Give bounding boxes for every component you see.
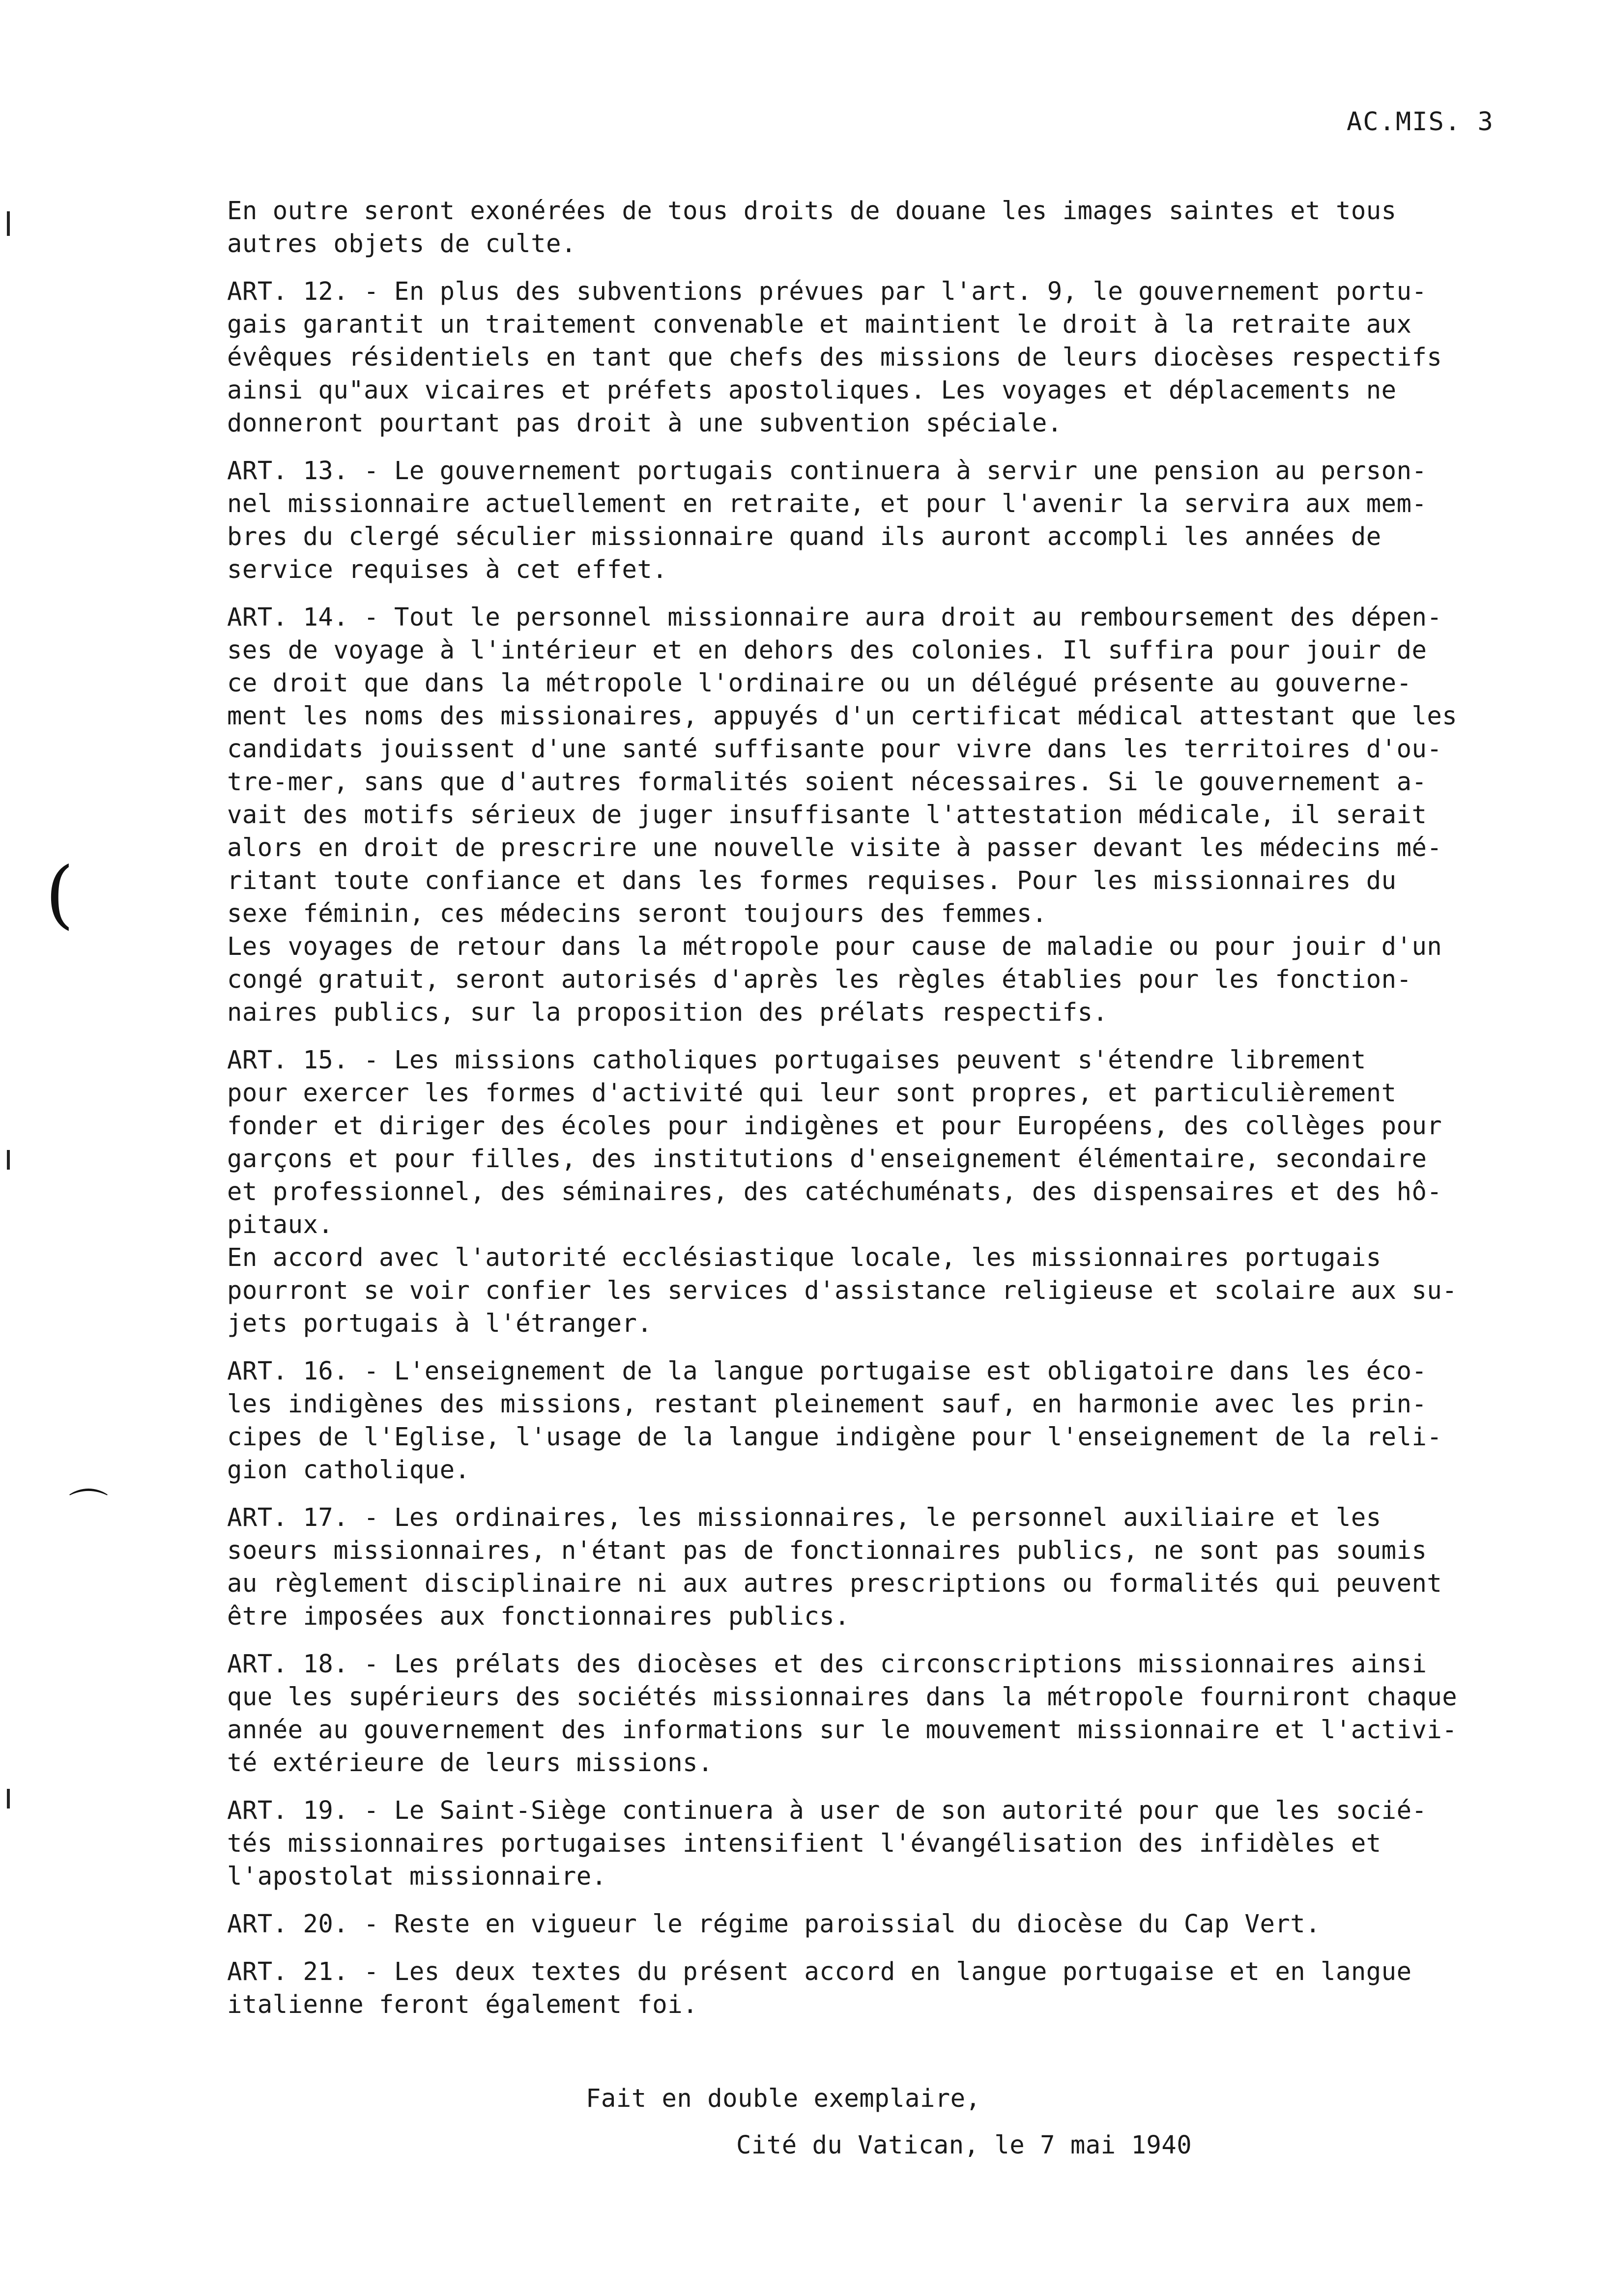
text-line: ART. 15. - Les missions catholiques portugaises peuvent s'étendre librement [227,1045,1366,1074]
text-line: gion catholique. [227,1455,470,1484]
text-line: jets portugais à l'étranger. [227,1309,653,1338]
document-body [227,194,1564,2036]
edge-tick [7,211,10,236]
text-line: té extérieure de leurs missions. [227,1748,713,1777]
text-line: italienne feront également foi. [227,1990,698,2019]
text-line: autres objets de culte. [227,229,576,258]
text-line: fonder et diriger des écoles pour indigènes et pour Européens, des collèges pour [227,1111,1442,1140]
text-line: ses de voyage à l'intérieur et en dehors des colonies. Il suffira pour jouir de [227,635,1427,664]
text-line: ritant toute confiance et dans les formes requises. Pour les missionnaires du [227,866,1397,895]
paragraph-art16 [227,1354,1564,1486]
text-line: année au gouvernement des informations sur le mouvement missionnaire et l'activi- [227,1715,1458,1744]
paragraph-art18 [227,1647,1564,1779]
text-line: soeurs missionnaires, n'étant pas de fonctionnaires publics, ne sont pas soumis [227,1536,1427,1565]
text-line: nel missionnaire actuellement en retraite, et pour l'avenir la servira aux mem- [227,489,1427,518]
text-line: et professionnel, des séminaires, des catéchuménats, des dispensaires et des hô- [227,1177,1442,1206]
text-line: évêques résidentiels en tant que chefs des missions de leurs diocèses respectifs [227,343,1442,372]
text-line: donneront pourtant pas droit à une subvention spéciale. [227,408,1063,437]
text-line: bres du clergé séculier missionnaire quand ils auront accompli les années de [227,522,1382,551]
paragraph-art17 [227,1501,1564,1633]
paragraph-art13 [227,454,1564,586]
text-line: ART. 19. - Le Saint-Siège continuera à user de son autorité pour que les socié- [227,1796,1427,1825]
text-line: congé gratuit, seront autorisés d'après les règles établies pour les fonction- [227,965,1412,994]
paragraph-art12 [227,275,1564,439]
text-line: ainsi qu"aux vicaires et préfets apostoliques. Les voyages et déplacements ne [227,375,1397,404]
text-line: pitaux. [227,1210,334,1239]
text-line: pourront se voir confier les services d'assistance religieuse et scolaire aux su- [227,1276,1458,1305]
paragraph-art14 [227,601,1564,1029]
edge-tick [7,1789,10,1808]
text-line: garçons et pour filles, des institutions d'enseignement élémentaire, secondaire [227,1144,1427,1173]
edge-tick [7,1150,10,1170]
paragraph-intro [227,194,1564,260]
paragraph-art21 [227,1955,1564,2021]
text-line: candidats jouissent d'une santé suffisante pour vivre dans les territoires d'ou- [227,734,1442,763]
text-line: que les supérieurs des sociétés missionnaires dans la métropole fourniront chaque [227,1682,1458,1711]
text-line: cipes de l'Eglise, l'usage de la langue indigène pour l'enseignement de la reli- [227,1422,1442,1451]
paragraph-art20 [227,1907,1564,1940]
text-line: ART. 17. - Les ordinaires, les missionnaires, le personnel auxiliaire et les [227,1503,1382,1532]
page-reference: AC.MIS. 3 [1347,107,1494,137]
closing-line-place: Fait en double exemplaire, [586,2084,981,2113]
text-line: pour exercer les formes d'activité qui leur sont propres, et particulièrement [227,1078,1397,1107]
text-line: ART. 18. - Les prélats des diocèses et des circonscriptions missionnaires ainsi [227,1649,1427,1678]
closing-line-date: Cité du Vatican, le 7 mai 1940 [736,2130,1192,2159]
text-line: En accord avec l'autorité ecclésiastique locale, les missionnaires portugais [227,1243,1382,1272]
text-line: ce droit que dans la métropole l'ordinaire ou un délégué présente au gouverne- [227,668,1412,697]
text-line: naires publics, sur la proposition des prélats respectifs. [227,998,1108,1027]
margin-bracket-mark: ( [45,852,74,937]
paragraph-art15 [227,1043,1564,1340]
text-line: ART. 13. - Le gouvernement portugais continuera à servir une pension au person- [227,456,1427,485]
text-line: ment les noms des missionaires, appuyés d'un certificat médical attestant que les [227,701,1458,730]
text-line: vait des motifs sérieux de juger insuffisante l'attestation médicale, il serait [227,800,1427,829]
text-line: être imposées aux fonctionnaires publics. [227,1602,850,1631]
margin-scribble-mark: ⌒ [69,1486,108,1531]
text-line: ART. 20. - Reste en vigueur le régime paroissial du diocèse du Cap Vert. [227,1909,1321,1938]
text-line: ART. 14. - Tout le personnel missionnaire aura droit au remboursement des dépen- [227,603,1442,631]
text-line: ART. 12. - En plus des subventions prévues par l'art. 9, le gouvernement portu- [227,277,1427,306]
text-line: gais garantit un traitement convenable et maintient le droit à la retraite aux [227,310,1412,339]
text-line: ART. 21. - Les deux textes du présent accord en langue portugaise et en langue [227,1957,1412,1986]
text-line: ART. 16. - L'enseignement de la langue portugaise est obligatoire dans les éco- [227,1356,1427,1385]
text-line: Les voyages de retour dans la métropole pour cause de maladie ou pour jouir d'un [227,932,1442,961]
text-line: l'apostolat missionnaire. [227,1862,607,1891]
text-line: tre-mer, sans que d'autres formalités soient nécessaires. Si le gouvernement a- [227,767,1427,796]
text-line: En outre seront exonérées de tous droits de douane les images saintes et tous [227,196,1397,225]
paragraph-art19 [227,1794,1564,1893]
text-line: sexe féminin, ces médecins seront toujours des femmes. [227,899,1047,928]
text-line: au règlement disciplinaire ni aux autres prescriptions ou formalités qui peuvent [227,1569,1442,1598]
text-line: tés missionnaires portugaises intensifient l'évangélisation des infidèles et [227,1829,1382,1858]
text-line: alors en droit de prescrire une nouvelle visite à passer devant les médecins mé- [227,833,1442,862]
text-line: les indigènes des missions, restant pleinement sauf, en harmonie avec les prin- [227,1389,1427,1418]
text-line: service requises à cet effet. [227,555,668,584]
